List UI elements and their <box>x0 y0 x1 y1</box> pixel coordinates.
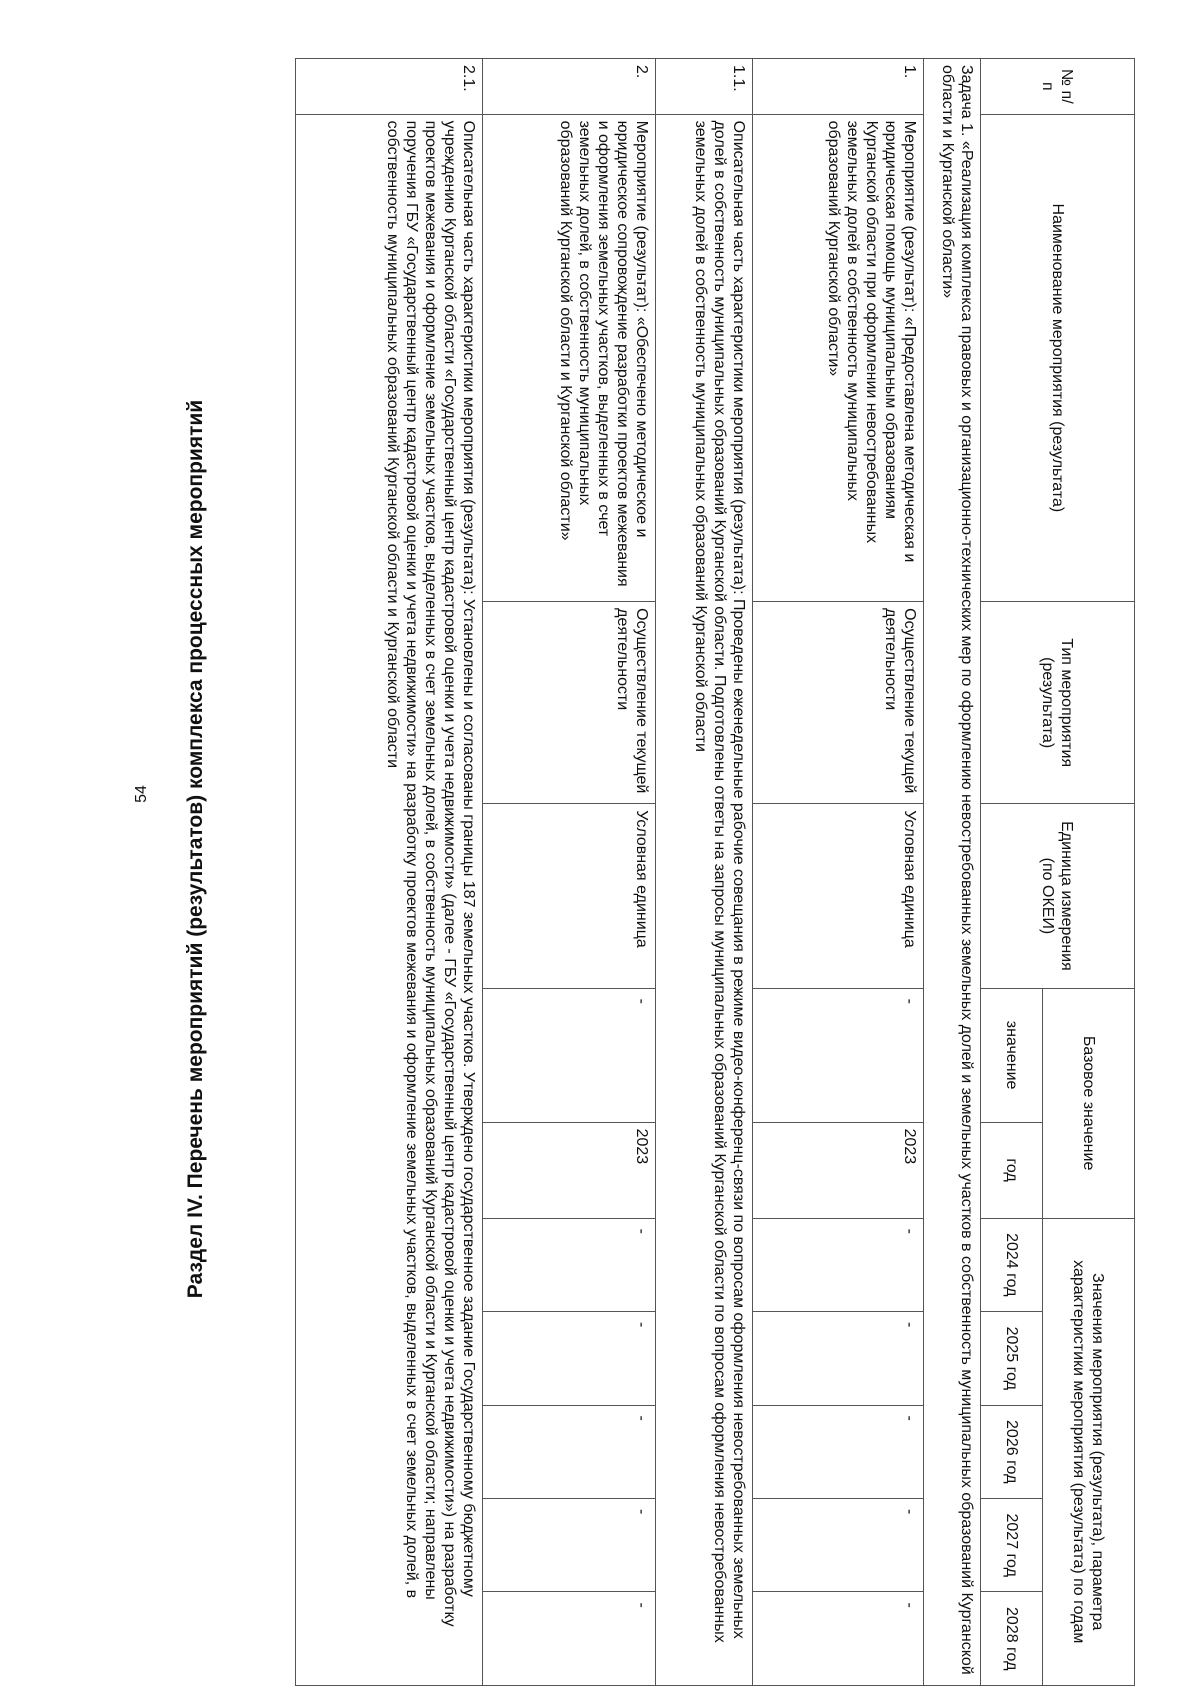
row-name: Мероприятие (результат): «Обеспечено методическое и юридическое сопровождение разработки проектов межевания и оформления земельных участков, выделенных в счет земельных долей, в собственность муниципальных образований Курганской области и Курганской области» <box>483 114 656 602</box>
row-value-2024: - <box>483 1218 656 1311</box>
row-value-2025: - <box>483 1312 656 1405</box>
measures-table <box>295 58 1135 1686</box>
table-row <box>753 59 924 1686</box>
header-name: Наименование мероприятия (результата) <box>981 114 1135 602</box>
desc-text: Описательная часть характеристики мероприятия (результата): Установлены и согласованы границы 187 земельных участков. Утверждено государственное задание Государственному бюджетному учреждению Курганской области «Государственный центр кадастровой оценки и учета недвижимости» (далее - ГБУ «Государственный центр кадастровой оценки и учета недвижимости») на разработку проектов межевания и оформление земельных участков, выделенных в счет земельных долей, в собственность муниципальных образований Курганской области и Курганской области; направлены поручения ГБУ «Государственный центр кадастровой оценки и учета недвижимости» на разработку проектов межевания и оформление земельных участков, выделенных в счет земельных долей, в собственность муниципальных образований Курганской области и Курганской области <box>296 114 483 1685</box>
header-year-2027: 2027 год <box>981 1498 1043 1591</box>
header-values: Значения мероприятия (результата), параметра характеристики мероприятия (результата) по годам <box>1043 1218 1135 1685</box>
table-row <box>483 59 656 1686</box>
row-unit: Условная единица <box>753 804 924 988</box>
header-base-year: год <box>981 1122 1043 1218</box>
description-row <box>296 59 483 1686</box>
row-value-2028: - <box>483 1592 656 1686</box>
header-type: Тип мероприятия (результата) <box>981 602 1135 804</box>
task-text: Задача 1. «Реализация комплекса правовых и организационно-технических мер по оформлению невостребованных земельных долей и земельных участков в собственность муниципальных образований Курганской области и Курганской области» <box>924 59 981 1686</box>
header-num: № п/п <box>981 59 1135 115</box>
row-value-2026: - <box>753 1405 924 1498</box>
rotated-table-container <box>227 58 1135 1686</box>
row-value-2024: - <box>753 1218 924 1311</box>
row-base-value: - <box>483 988 656 1122</box>
desc-num: 1.1. <box>656 59 753 115</box>
row-name: Мероприятие (результат): «Предоставлена методическая и юридическая помощь муниципальным образованиям Курганской области при оформлении невостребованных земельных долей в собственность муниципальных образований Курганской области» <box>753 114 924 602</box>
header-base: Базовое значение <box>1043 988 1135 1218</box>
header-year-2024: 2024 год <box>981 1218 1043 1311</box>
desc-num: 2.1. <box>296 59 483 115</box>
row-unit: Условная единица <box>483 804 656 988</box>
row-type: Осуществление текущей деятельности <box>483 602 656 804</box>
header-year-2025: 2025 год <box>981 1312 1043 1405</box>
row-num: 2. <box>483 59 656 115</box>
row-value-2026: - <box>483 1405 656 1498</box>
section-title: Раздел IV. Перечень мероприятий (результатов) комплекса процессных мероприятий <box>184 399 207 1299</box>
row-num: 1. <box>753 59 924 115</box>
desc-text: Описательная часть характеристики мероприятия (результата): Проведены еженедельные рабочие совещания в режиме видео-конференц-связи по вопросам оформления невостребованных земельных долей в собственность муниципальных образований Курганской области. Подготовлены ответы на запросы муниципальных образований Курганской области по вопросам оформления невостребованных земельных долей в собственность муниципальных образований Курганской области <box>656 114 753 1685</box>
header-row-1 <box>1043 59 1135 1686</box>
header-year-2026: 2026 год <box>981 1405 1043 1498</box>
header-base-value: значение <box>981 988 1043 1122</box>
page-number: 54 <box>133 785 150 803</box>
task-row <box>924 59 981 1686</box>
description-row <box>656 59 753 1686</box>
row-value-2028: - <box>753 1592 924 1686</box>
row-base-year: 2023 <box>483 1122 656 1218</box>
row-base-year: 2023 <box>753 1122 924 1218</box>
header-unit: Единица измерения (по ОКЕИ) <box>981 804 1135 988</box>
row-type: Осуществление текущей деятельности <box>753 602 924 804</box>
row-value-2025: - <box>753 1312 924 1405</box>
row-base-value: - <box>753 988 924 1122</box>
row-value-2027: - <box>483 1498 656 1591</box>
row-value-2027: - <box>753 1498 924 1591</box>
header-year-2028: 2028 год <box>981 1592 1043 1686</box>
